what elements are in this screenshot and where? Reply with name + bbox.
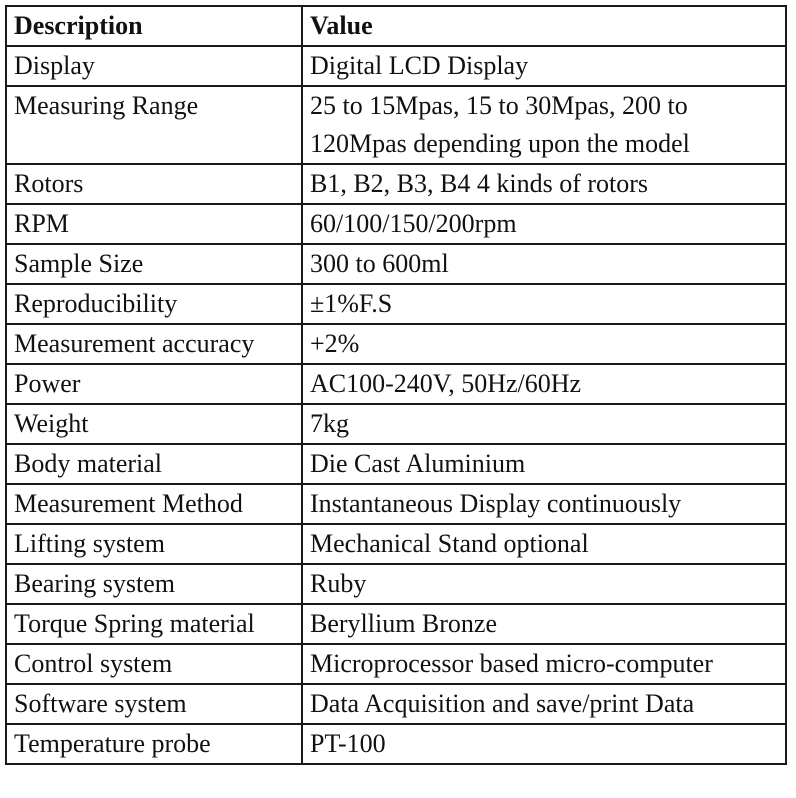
row-value: 7kg [302, 404, 786, 444]
row-description: Display [6, 46, 302, 86]
table-row [6, 524, 786, 564]
row-description: Torque Spring material [6, 604, 302, 644]
row-value: ±1%F.S [302, 284, 786, 324]
row-description: Reproducibility [6, 284, 302, 324]
table-row [6, 564, 786, 604]
row-description: Lifting system [6, 524, 302, 564]
row-description: Software system [6, 684, 302, 724]
table-row [6, 364, 786, 404]
row-value: Mechanical Stand optional [302, 524, 786, 564]
table-row [6, 86, 786, 164]
table-row [6, 244, 786, 284]
specification-table [5, 5, 787, 765]
row-value: 300 to 600ml [302, 244, 786, 284]
table-header-row [6, 6, 786, 46]
row-description: Measurement Method [6, 484, 302, 524]
table-row [6, 484, 786, 524]
row-value: Die Cast Aluminium [302, 444, 786, 484]
column-header-value: Value [302, 6, 786, 46]
table-row [6, 284, 786, 324]
row-value: Data Acquisition and save/print Data [302, 684, 786, 724]
row-value: Instantaneous Display continuously [302, 484, 786, 524]
column-header-description: Description [6, 6, 302, 46]
row-description: Control system [6, 644, 302, 684]
table-row [6, 644, 786, 684]
row-value: Digital LCD Display [302, 46, 786, 86]
row-description: Temperature probe [6, 724, 302, 764]
row-value: 60/100/150/200rpm [302, 204, 786, 244]
table-row [6, 684, 786, 724]
row-value: +2% [302, 324, 786, 364]
row-value: AC100-240V, 50Hz/60Hz [302, 364, 786, 404]
row-value: Microprocessor based micro-computer [302, 644, 786, 684]
row-value: Beryllium Bronze [302, 604, 786, 644]
row-description: Weight [6, 404, 302, 444]
table-row [6, 724, 786, 764]
row-description: Body material [6, 444, 302, 484]
row-description: Sample Size [6, 244, 302, 284]
table-row [6, 46, 786, 86]
table-row [6, 604, 786, 644]
row-description: Rotors [6, 164, 302, 204]
table-row [6, 164, 786, 204]
row-value: B1, B2, B3, B4 4 kinds of rotors [302, 164, 786, 204]
table-row [6, 324, 786, 364]
table-row [6, 404, 786, 444]
table-row [6, 444, 786, 484]
row-description: Bearing system [6, 564, 302, 604]
row-value: 25 to 15Mpas, 15 to 30Mpas, 200 to 120Mpas depending upon the model [302, 86, 786, 164]
table-row [6, 204, 786, 244]
row-description: RPM [6, 204, 302, 244]
row-value: PT-100 [302, 724, 786, 764]
row-description: Measurement accuracy [6, 324, 302, 364]
row-description: Power [6, 364, 302, 404]
row-value: Ruby [302, 564, 786, 604]
row-description: Measuring Range [6, 86, 302, 164]
